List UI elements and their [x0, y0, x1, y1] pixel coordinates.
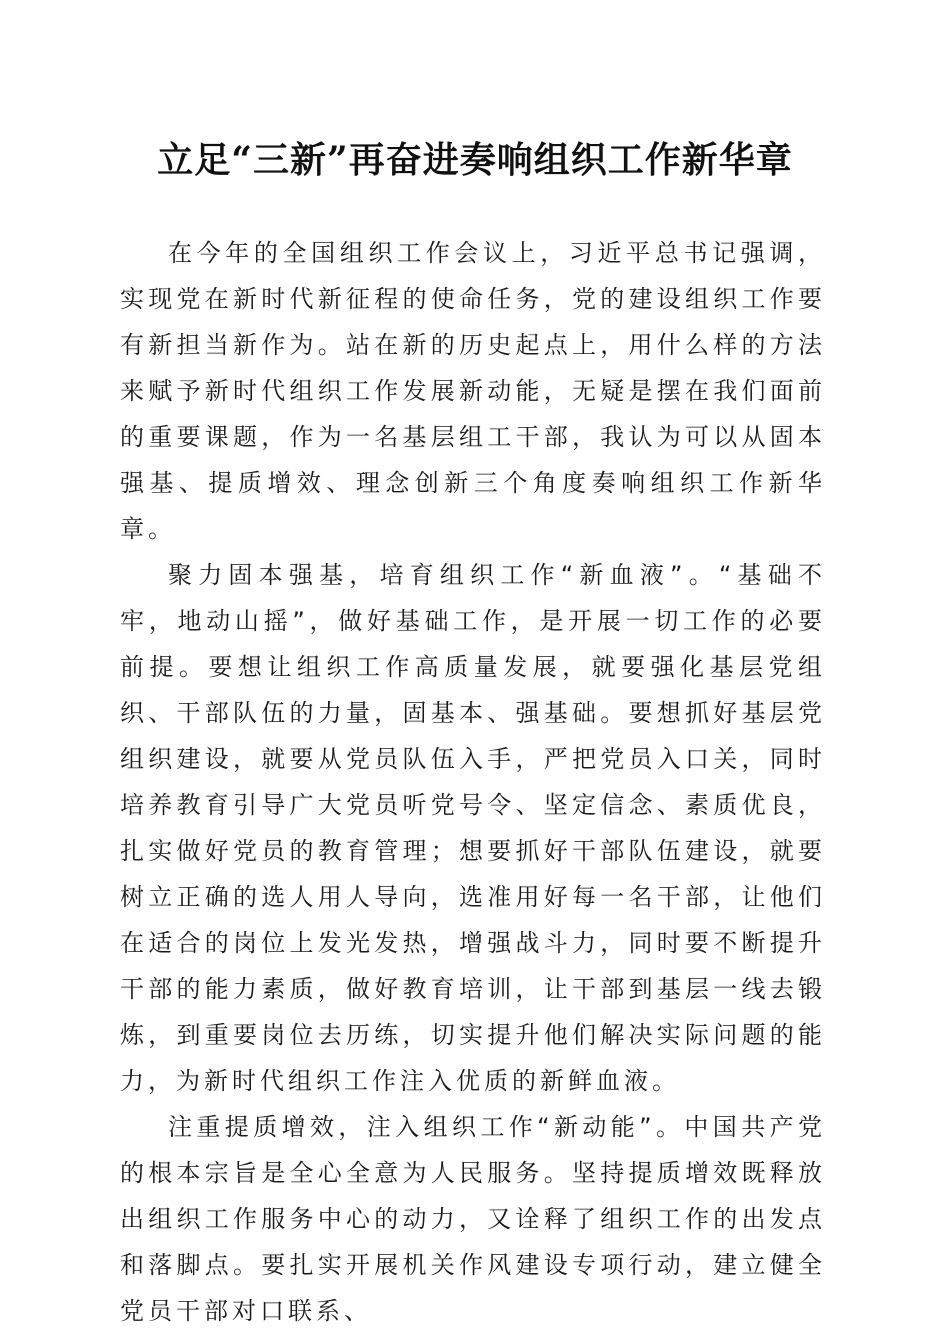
paragraph-efficiency: 注重提质增效，注入组织工作“新动能”。中国共产党的根本宗旨是全心全意为人民服务。坚持提质增效既释放出组织工作服务中心的动力，又诠释了组织工作的出发点和落脚点。要扎实开展机关作风建设专项行动，建立健全党员干部对口联系、 [120, 1113, 826, 1325]
paragraph-foundation: 聚力固本强基，培育组织工作“新血液”。“基础不牢，地动山摇”，做好基础工作，是开展一切工作的必要前提。要想让组织工作高质量发展，就要强化基层党组织、干部队伍的力量，固基本、强基础。要想抓好基层党组织建设，就要从党员队伍入手，严把党员入口关，同时培养教育引导广大党员听党号令、坚定信念、素质优良，扎实做好党员的教育管理；想要抓好干部队伍建设，就要树立正确的选人用人导向，选准用好每一名干部，让他们在适合的岗位上发光发热，增强战斗力，同时要不断提升干部的能力素质，做好教育培训，让干部到基层一线去锻炼，到重要岗位去历练，切实提升他们解决实际问题的能力，为新时代组织工作注入优质的新鲜血液。 [120, 561, 826, 1095]
document-title: 立足“三新”再奋进奏响组织工作新华章 [157, 139, 793, 181]
paragraph-intro: 在今年的全国组织工作会议上，习近平总书记强调，实现党在新时代新征程的使命任务，党的建设组织工作要有新担当新作为。站在新的历史起点上，用什么样的方法来赋予新时代组织工作发展新动能，无疑是摆在我们面前的重要课题，作为一名基层组工干部，我认为可以从固本强基、提质增效、理念创新三个角度奏响组织工作新华章。 [120, 239, 826, 543]
document-body [120, 230, 826, 1334]
